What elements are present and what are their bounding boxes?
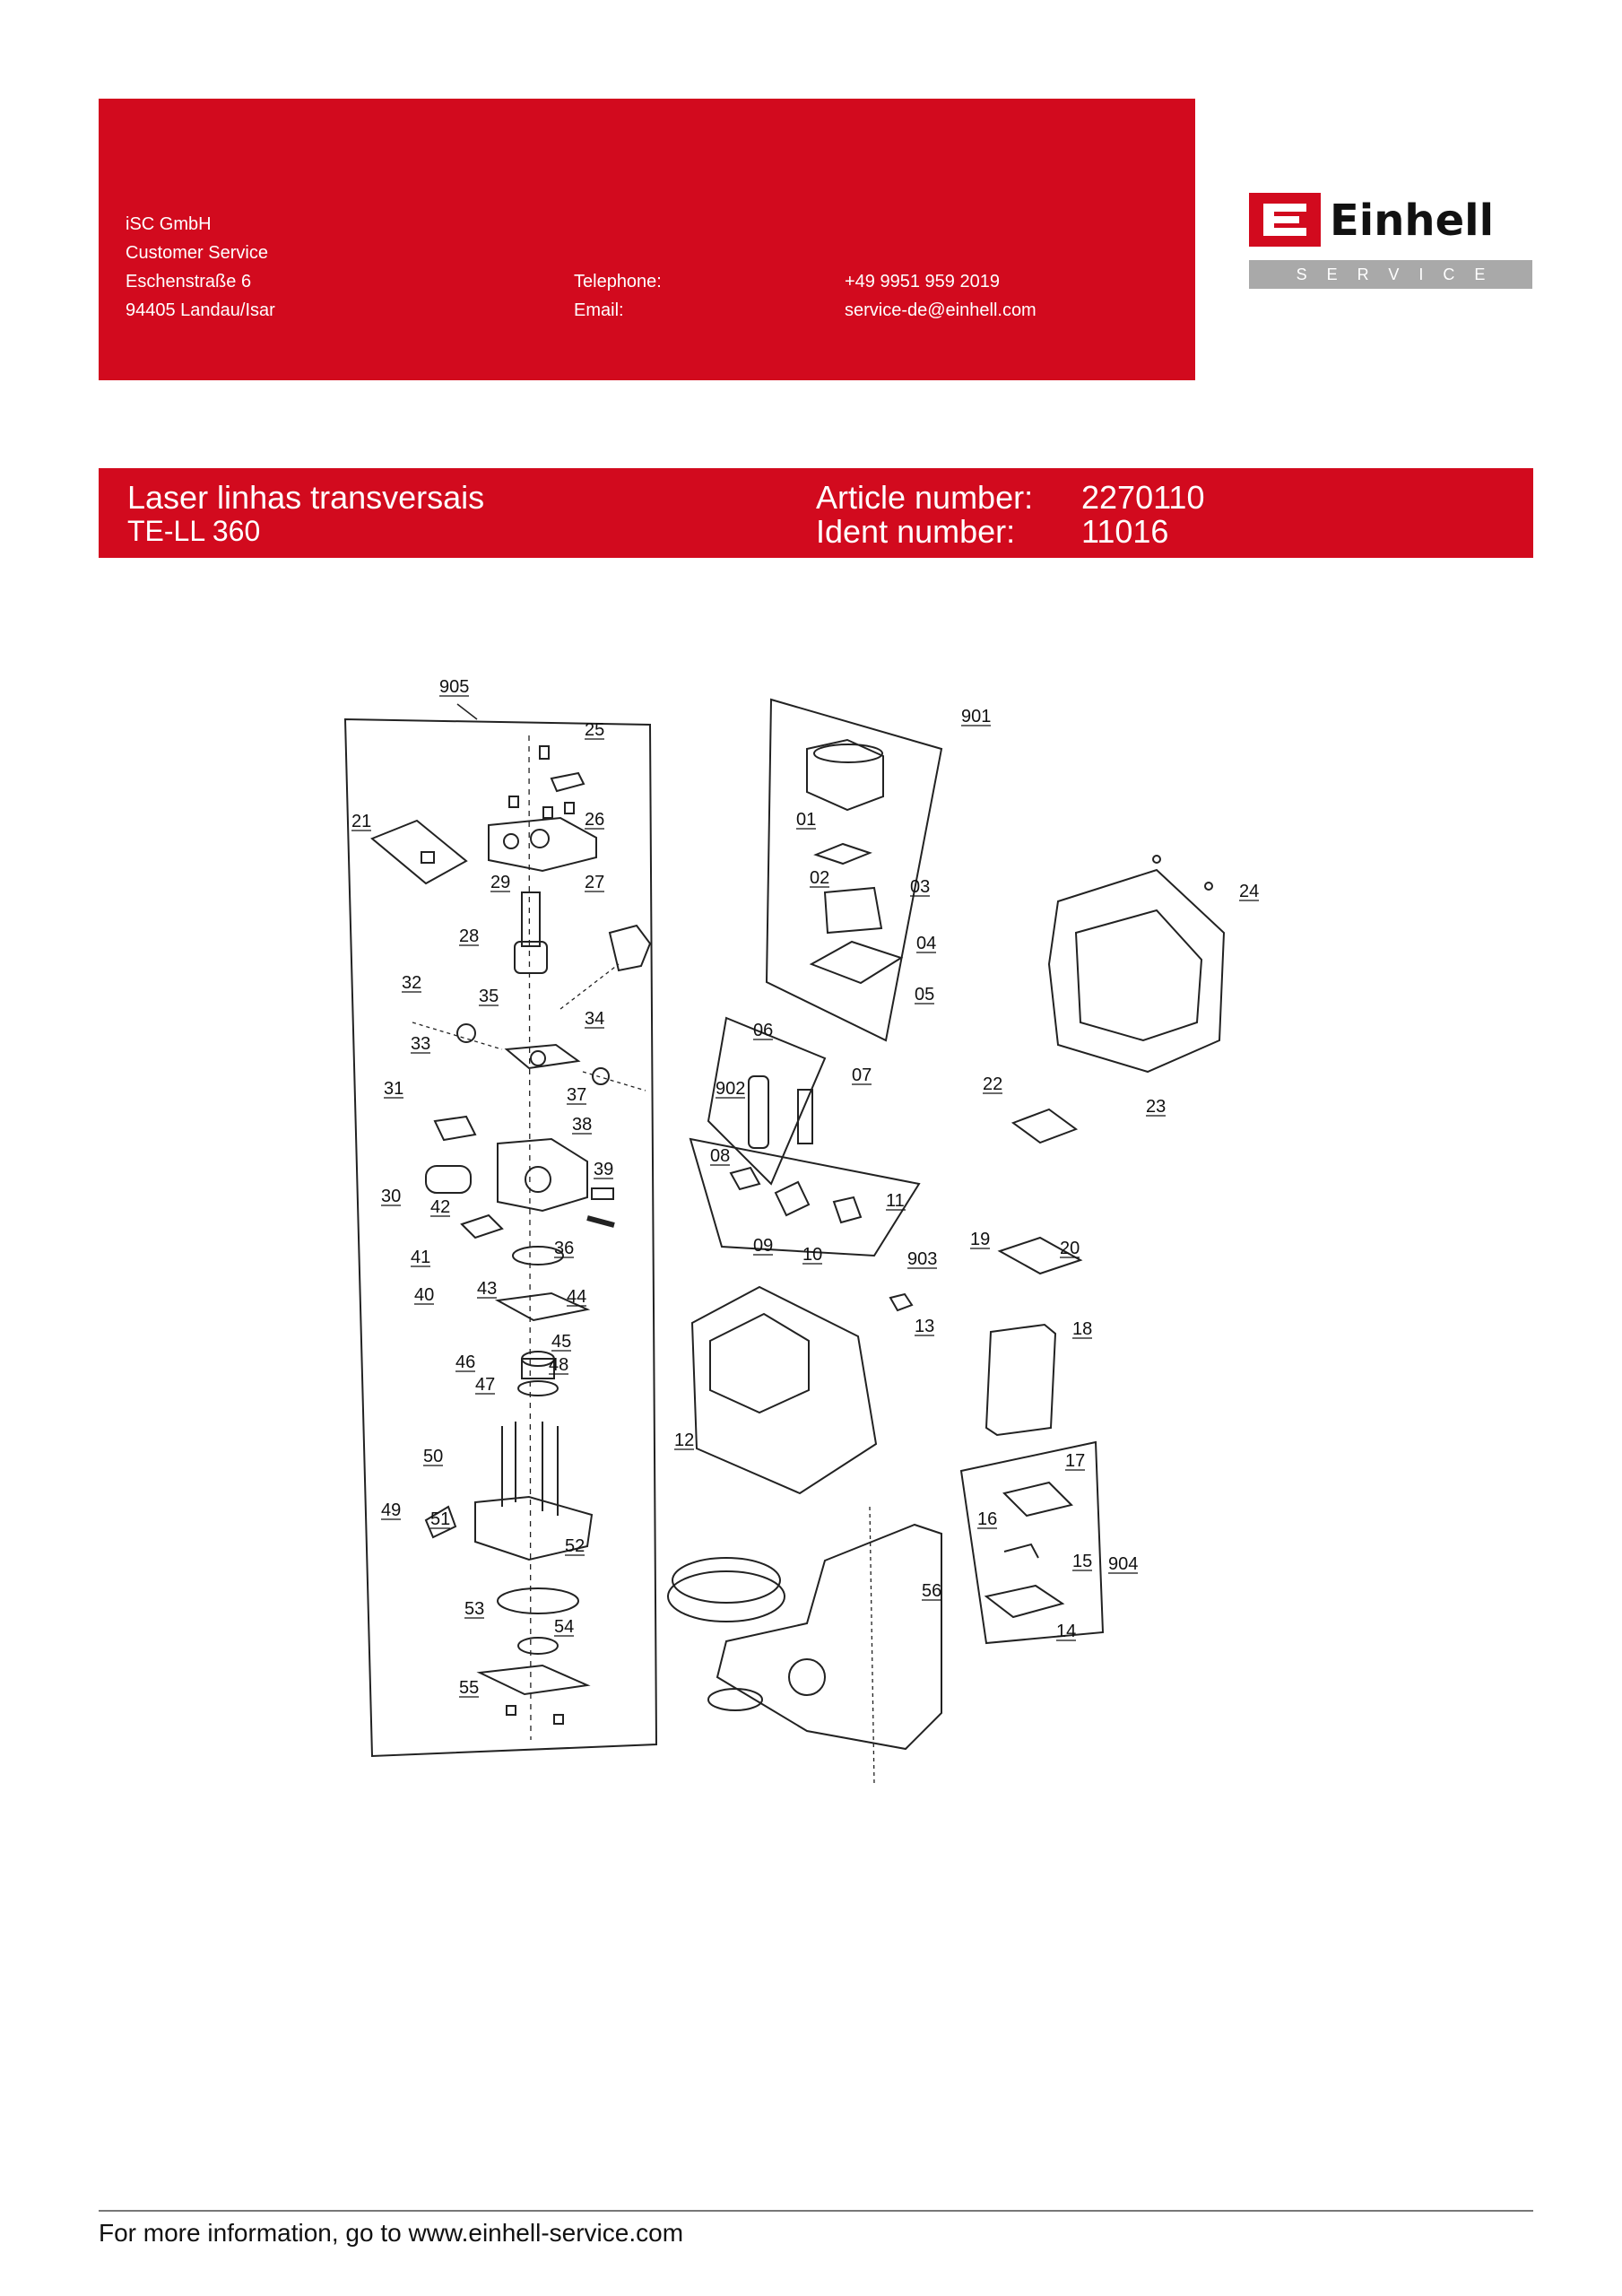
part-callout-23: 23 — [1146, 1097, 1167, 1117]
part-callout-31: 31 — [384, 1079, 404, 1099]
part-callout-25: 25 — [585, 720, 605, 740]
part-callout-10: 10 — [802, 1245, 823, 1265]
telephone-number: +49 9951 959 2019 — [845, 272, 1000, 291]
inner-tube — [986, 1325, 1055, 1435]
contact-header — [99, 99, 1195, 380]
part-callout-48: 48 — [549, 1355, 569, 1375]
part-callout-39: 39 — [594, 1160, 614, 1179]
laser-housing — [692, 1287, 876, 1493]
part-callout-55: 55 — [459, 1678, 480, 1698]
product-name: Laser linhas transversais — [127, 479, 485, 516]
part-callout-03: 03 — [910, 877, 931, 897]
part-callout-27: 27 — [585, 873, 605, 892]
frame-904 — [961, 1442, 1103, 1643]
part-callout-08: 08 — [710, 1146, 731, 1166]
part-callout-902: 902 — [716, 1079, 746, 1099]
part-callout-11: 11 — [886, 1191, 905, 1211]
part-callout-02: 02 — [810, 868, 830, 888]
product-title-bar — [99, 468, 1533, 558]
exploded-parts-diagram — [323, 664, 1273, 1821]
part-callout-07: 07 — [852, 1065, 872, 1085]
part-callout-49: 49 — [381, 1500, 402, 1520]
part-callout-905: 905 — [439, 677, 470, 697]
city-address: 94405 Landau/Isar — [126, 300, 275, 320]
article-number-label: Article number: — [816, 479, 1034, 516]
part-callout-33: 33 — [411, 1034, 431, 1054]
logo-e-square — [1249, 193, 1321, 247]
part-callout-56: 56 — [922, 1581, 942, 1601]
company-name: iSC GmbH — [126, 214, 212, 234]
part-callout-01: 01 — [796, 810, 817, 830]
part-callout-44: 44 — [567, 1287, 587, 1307]
part-callout-04: 04 — [916, 934, 937, 953]
part-callout-18: 18 — [1072, 1319, 1093, 1339]
logo-service-bar: SERVICE — [1249, 260, 1532, 289]
part-callout-40: 40 — [414, 1285, 435, 1305]
logo-e-icon — [1263, 204, 1306, 236]
rear-housing — [1049, 870, 1224, 1072]
part-callout-45: 45 — [551, 1332, 572, 1352]
part-callout-47: 47 — [475, 1375, 496, 1395]
part-callout-43: 43 — [477, 1279, 498, 1299]
part-callout-24: 24 — [1239, 882, 1260, 901]
part-callout-13: 13 — [915, 1317, 935, 1336]
part-callout-19: 19 — [970, 1230, 991, 1249]
footer-divider — [99, 2210, 1533, 2212]
email-label: Email: — [574, 300, 624, 320]
part-callout-53: 53 — [464, 1599, 485, 1619]
part-callout-901: 901 — [961, 707, 992, 726]
part-callout-17: 17 — [1065, 1451, 1086, 1471]
part-callout-21: 21 — [351, 812, 372, 831]
part-callout-46: 46 — [455, 1352, 476, 1372]
ident-number-label: Ident number: — [816, 513, 1016, 550]
part-callout-05: 05 — [915, 985, 935, 1004]
part-callout-38: 38 — [572, 1115, 593, 1135]
article-number: 2270110 — [1081, 479, 1205, 516]
part-callout-42: 42 — [430, 1197, 451, 1217]
part-callout-06: 06 — [753, 1021, 774, 1040]
part-callout-36: 36 — [554, 1239, 575, 1258]
einhell-logo — [1249, 193, 1532, 290]
telephone-label: Telephone: — [574, 272, 662, 291]
part-callout-09: 09 — [753, 1236, 774, 1256]
department: Customer Service — [126, 243, 268, 263]
part-callout-34: 34 — [585, 1009, 605, 1029]
part-callout-29: 29 — [490, 873, 511, 892]
part-callout-50: 50 — [423, 1447, 444, 1466]
part-callout-51: 51 — [430, 1509, 451, 1529]
product-model: TE-LL 360 — [127, 515, 261, 547]
part-callout-35: 35 — [479, 987, 499, 1006]
part-callout-30: 30 — [381, 1187, 402, 1206]
ident-number: 11016 — [1081, 513, 1169, 550]
email-address: service-de@einhell.com — [845, 300, 1037, 320]
part-callout-904: 904 — [1108, 1554, 1139, 1574]
street-address: Eschenstraße 6 — [126, 272, 252, 291]
part-callout-52: 52 — [565, 1536, 585, 1556]
part-callout-32: 32 — [402, 973, 422, 993]
part-callout-20: 20 — [1060, 1239, 1080, 1258]
part-callout-22: 22 — [983, 1074, 1003, 1094]
part-callout-54: 54 — [554, 1617, 575, 1637]
part-callout-903: 903 — [907, 1249, 938, 1269]
part-callout-28: 28 — [459, 926, 480, 946]
part-callout-41: 41 — [411, 1248, 431, 1267]
logo-wordmark: Einhell — [1330, 196, 1495, 246]
footer-info: For more information, go to www.einhell-service.com — [99, 2219, 684, 2247]
part-callout-15: 15 — [1072, 1552, 1093, 1571]
part-callout-12: 12 — [674, 1431, 695, 1450]
part-callout-26: 26 — [585, 810, 605, 830]
part-callout-37: 37 — [567, 1085, 587, 1105]
part-callout-16: 16 — [977, 1509, 998, 1529]
part-callout-14: 14 — [1056, 1622, 1077, 1641]
logo-mark — [1249, 193, 1532, 247]
wall-bracket — [717, 1525, 941, 1749]
